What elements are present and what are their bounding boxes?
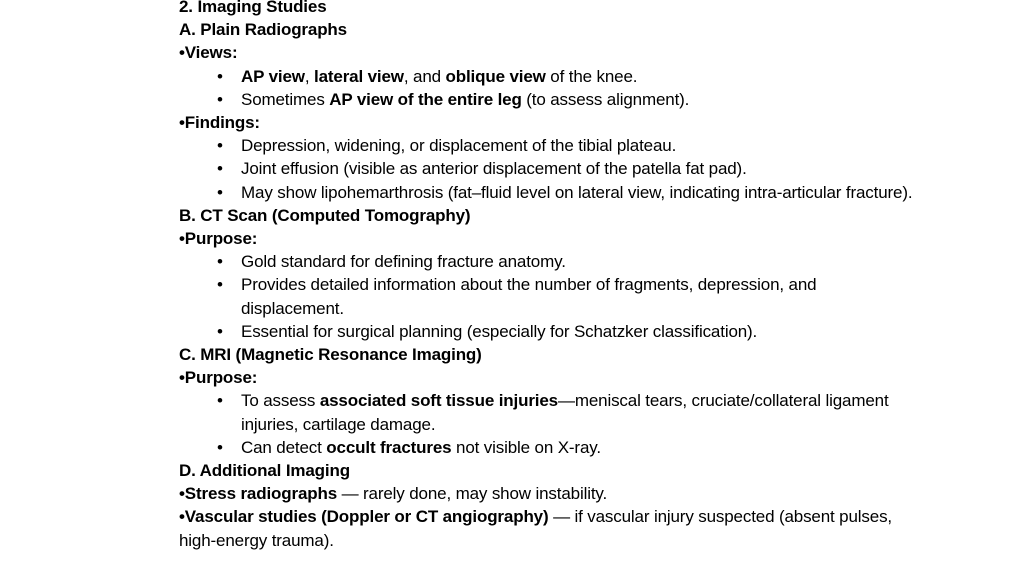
- list-item-findings-1: [179, 134, 1009, 157]
- list-item-mri-2: [179, 436, 1009, 459]
- text: , and: [403, 66, 446, 86]
- text-wrap: [241, 389, 921, 435]
- text: Depression, widening, or displacement of the tibial plateau.: [241, 136, 677, 156]
- bullet-icon: •: [217, 437, 223, 457]
- text: not visible on X-ray.: [451, 437, 601, 457]
- text: of the knee.: [545, 66, 638, 86]
- section-heading: 2. Imaging Studies: [179, 0, 327, 16]
- bullet-icon: •: [217, 321, 223, 341]
- text: Sometimes: [241, 89, 330, 109]
- list-item-mri-1: [179, 389, 1009, 435]
- list-item-ct-3: [179, 320, 1009, 343]
- bullet-icon: •: [217, 136, 223, 156]
- text: Can detect: [241, 437, 327, 457]
- list-item-ct-1: [179, 250, 1009, 273]
- bullet-icon: •: [217, 275, 223, 295]
- text: — if vascular injury suspected (absent pulses, high-energy trauma).: [179, 507, 893, 550]
- stress-radiographs-item: [179, 482, 1009, 505]
- subsection-title-mri: C. MRI (Magnetic Resonance Imaging): [179, 345, 482, 365]
- text-bold: associated soft tissue injuries: [319, 391, 558, 411]
- list-item-views-2: [179, 88, 1009, 111]
- text-bold: •Vascular studies (Doppler or CT angiography): [179, 507, 549, 527]
- text-bold: AP view: [241, 66, 305, 86]
- bullet-icon: •: [217, 391, 223, 411]
- list-item-findings-3: [179, 181, 1009, 204]
- text: Gold standard for defining fracture anatomy.: [241, 252, 566, 272]
- subsection-title-plain-radiographs: A. Plain Radiographs: [179, 20, 347, 40]
- purpose-label: •Purpose:: [179, 368, 258, 388]
- views-label: •Views:: [179, 43, 238, 63]
- findings-label: •Findings:: [179, 113, 260, 133]
- text: Joint effusion (visible as anterior displacement of the patella fat pad).: [241, 159, 747, 179]
- bullet-icon: •: [217, 182, 223, 202]
- text-bold: AP view of the entire leg: [329, 89, 522, 109]
- text: To assess: [241, 391, 320, 411]
- list-item-findings-2: [179, 157, 1009, 180]
- text-bold: •Stress radiographs: [179, 484, 338, 504]
- subsection-title-ct-scan: B. CT Scan (Computed Tomography): [179, 205, 471, 225]
- vascular-studies-item: [179, 505, 919, 551]
- text: —meniscal tears, cruciate/collateral ligament injuries, cartilage damage.: [241, 391, 889, 434]
- bullet-icon: •: [217, 89, 223, 109]
- text: — rarely done, may show instability.: [337, 484, 608, 504]
- text-bold: oblique view: [445, 66, 546, 86]
- bullet-icon: •: [217, 66, 223, 86]
- text-bold: lateral view: [314, 66, 404, 86]
- text: ,: [304, 66, 314, 86]
- list-item-views-1: [179, 65, 1009, 88]
- purpose-label: •Purpose:: [179, 229, 258, 249]
- bullet-icon: •: [217, 252, 223, 272]
- bullet-icon: •: [217, 159, 223, 179]
- text: Provides detailed information about the number of fragments, depression, and displacement.: [241, 275, 817, 318]
- text: (to assess alignment).: [521, 89, 690, 109]
- text: Essential for surgical planning (especially for Schatzker classification).: [241, 321, 758, 341]
- list-item-ct-2: [179, 273, 1009, 319]
- slide-content: [179, 0, 1009, 552]
- text-bold: occult fractures: [326, 437, 452, 457]
- text: May show lipohemarthrosis (fat–fluid level on lateral view, indicating intra-articular fracture).: [241, 182, 913, 202]
- subsection-title-additional-imaging: D. Additional Imaging: [179, 461, 350, 481]
